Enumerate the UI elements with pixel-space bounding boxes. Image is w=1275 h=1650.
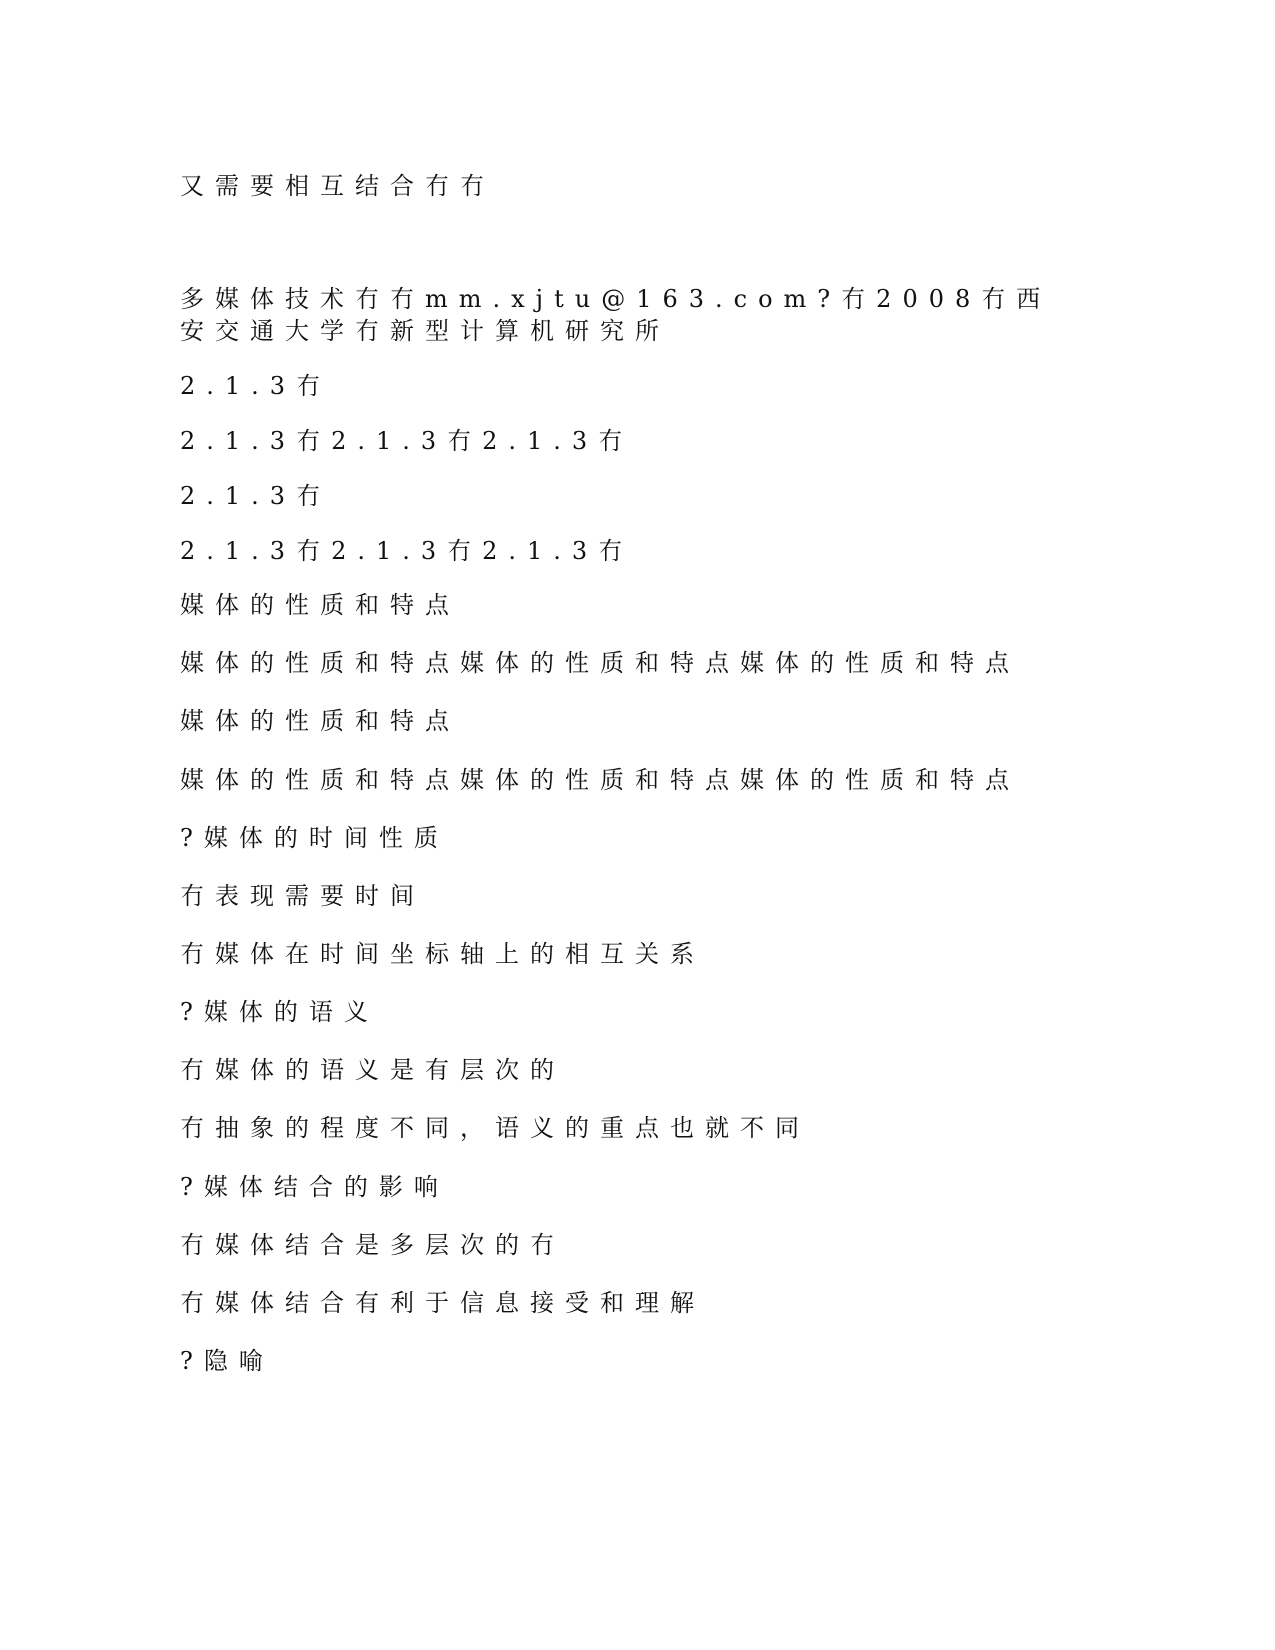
text-line-19: 冇媒体结合有利于信息接受和理解 — [180, 1289, 705, 1317]
text-line-11: ?媒体的时间性质 — [180, 824, 449, 852]
text-line-16: 冇抽象的程度不同，语义的重点也就不同 — [180, 1114, 810, 1142]
text-line-14: ?媒体的语义 — [180, 998, 379, 1026]
text-line-10: 媒体的性质和特点媒体的性质和特点媒体的性质和特点 — [180, 766, 1020, 794]
text-line-8: 媒体的性质和特点媒体的性质和特点媒体的性质和特点 — [180, 649, 1020, 677]
text-line-5: 2.1.3冇 — [180, 482, 332, 510]
text-line-15: 冇媒体的语义是有层次的 — [180, 1056, 565, 1084]
text-line-17: ?媒体结合的影响 — [180, 1173, 449, 1201]
text-line-3: 2.1.3冇 — [180, 372, 332, 400]
text-line-13: 冇媒体在时间坐标轴上的相互关系 — [180, 940, 705, 968]
text-line-4: 2.1.3冇2.1.3冇2.1.3冇 — [180, 427, 634, 455]
text-line-20: ?隐喻 — [180, 1347, 274, 1375]
text-line-6: 2.1.3冇2.1.3冇2.1.3冇 — [180, 537, 634, 565]
text-line-2-header: 多媒体技术冇冇mm.xjtu@163.com?冇2008冇西安交通大学冇新型计算机研究所 — [180, 285, 1052, 345]
text-line-1: 又需要相互结合冇冇 — [180, 172, 495, 200]
text-line-7: 媒体的性质和特点 — [180, 591, 460, 619]
text-line-9: 媒体的性质和特点 — [180, 707, 460, 735]
text-line-12: 冇表现需要时间 — [180, 882, 425, 910]
text-line-18: 冇媒体结合是多层次的冇 — [180, 1231, 565, 1259]
